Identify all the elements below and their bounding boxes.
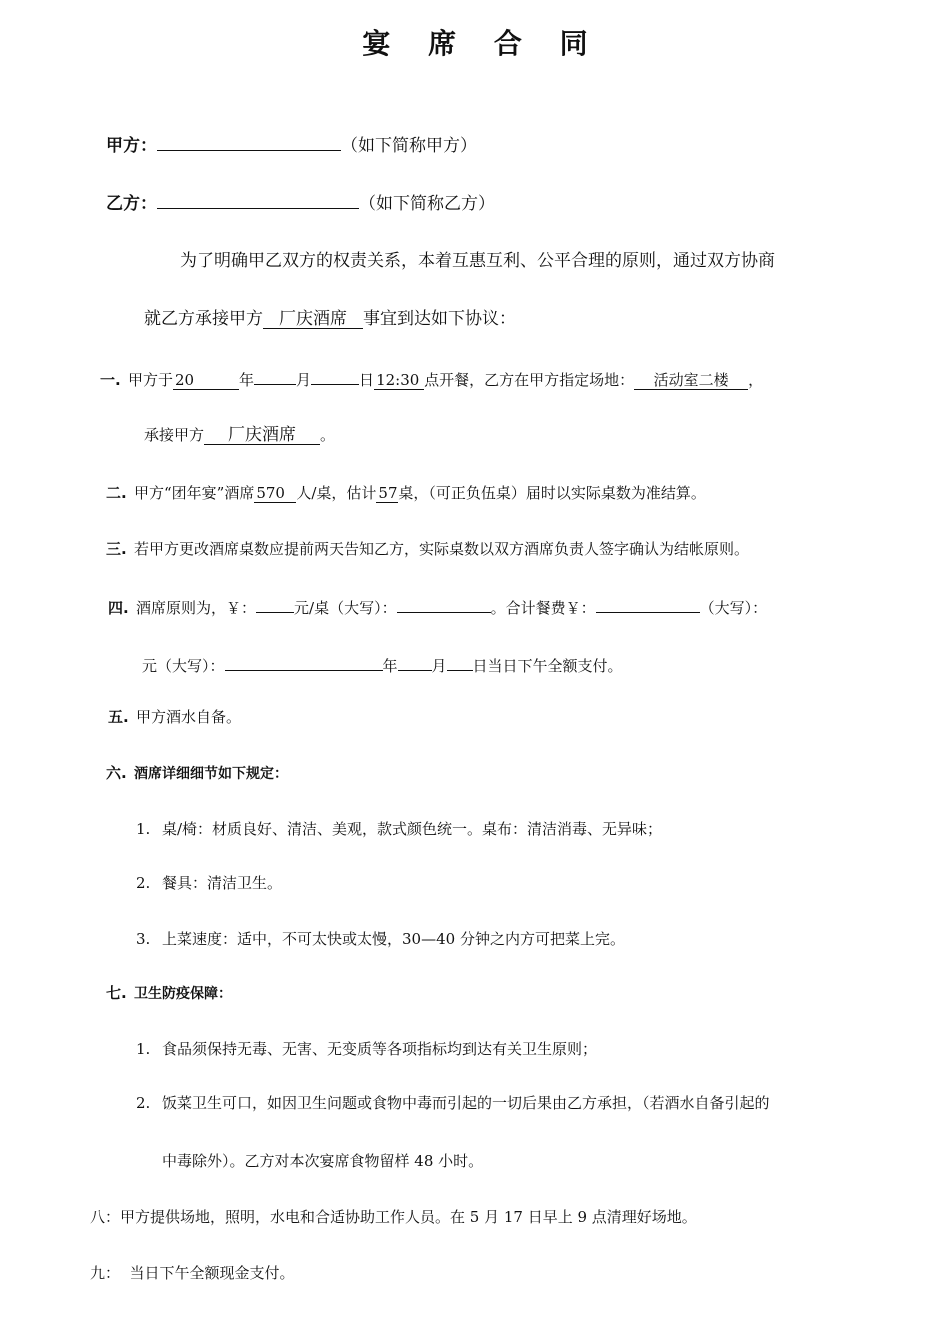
clause-2-people-fill: 570 <box>254 484 296 503</box>
clause-4-pay-month-fill <box>398 652 432 671</box>
clause-1-text-6: ， <box>748 371 764 389</box>
party-a-suffix: （如下简称甲方） <box>341 136 477 156</box>
clause-6-heading: 酒席详细细节如下规定： <box>134 766 288 782</box>
clause-8-line: 八：甲方提供场地，照明，水电和合适协助工作人员。在 5 月 17 日早上 9 点清理好场地。 <box>90 1208 697 1226</box>
preamble-line-1: 为了明确甲乙双方的权责关系，本着互惠互利、公平合理的原则，通过双方协商 <box>180 251 775 271</box>
clause-6-item-2-text: 餐具：清洁卫生。 <box>162 874 283 892</box>
preamble-event-fill: 厂庆酒席 <box>263 310 363 329</box>
clause-1-line-2 <box>144 424 335 446</box>
document-title: 宴 席 合 同 <box>362 27 602 60</box>
clause-2-tables-fill: 57 <box>378 484 398 502</box>
clause-4-pay-day-fill <box>447 652 473 671</box>
party-b-blank <box>157 190 359 209</box>
clause-1-text-3: 月 <box>296 371 312 389</box>
party-b-label: 乙方： <box>106 194 157 214</box>
clause-9-line: 九： 当日下午全额现金支付。 <box>90 1264 295 1282</box>
party-b-suffix: （如下简称乙方） <box>359 194 495 214</box>
clause-4-line-2 <box>142 652 623 677</box>
clause-2-text-3: 桌，（可正负伍桌）届时以实际桌数为准结算。 <box>398 484 706 502</box>
clause-6-item-2-number: 2. <box>136 874 151 892</box>
clause-6-number: 六. <box>106 764 127 782</box>
clause-7-item-1-number: 1. <box>136 1040 151 1058</box>
clause-2-text-1: 甲方“团年宴”酒席 <box>134 484 255 502</box>
clause-2-number: 二. <box>106 484 127 502</box>
clause-1-text-1: 甲方于 <box>128 371 174 389</box>
clause-7-item-1-text: 食品须保持无毒、无害、无变质等各项指标均到达有关卫生原则； <box>162 1040 598 1058</box>
clause-4-line-1 <box>108 594 767 619</box>
clause-1-text-4: 日 <box>359 371 375 389</box>
clause-1-time-fill: 12:30 <box>374 371 424 390</box>
clause-6-item-3-text: 上菜速度：适中，不可太快或太慢，30—40 分钟之内方可把菜上完。 <box>162 930 625 948</box>
clause-5-line <box>108 706 241 728</box>
clause-6-heading-line <box>106 762 288 785</box>
clause-1-day-fill <box>311 366 359 385</box>
clause-1-line-1 <box>100 366 763 391</box>
clause-7-item-2-number: 2. <box>136 1094 151 1112</box>
clause-7-number: 七. <box>106 984 127 1002</box>
clause-1-venue-fill: 活动室二楼 <box>634 371 748 390</box>
party-a-line <box>106 132 477 157</box>
clause-2-text-2: 人/桌，估计 <box>296 484 377 502</box>
clause-4-text-3: 。合计餐费￥： <box>490 599 596 617</box>
clause-2-line <box>106 482 706 504</box>
clause-3-number: 三. <box>106 540 127 558</box>
clause-4-total-fill <box>596 594 700 613</box>
clause-7-item-2-text: 饭菜卫生可口，如因卫生问题或食物中毒而引起的一切后果由乙方承担，（若酒水自备引起的 <box>162 1094 770 1112</box>
clause-5-number: 五. <box>108 708 129 726</box>
clause-6-item-1-number: 1. <box>136 820 151 838</box>
clause-7-heading: 卫生防疫保障： <box>134 986 232 1002</box>
preamble-post: 事宜到达如下协议： <box>363 309 516 329</box>
clause-7-heading-line <box>106 982 232 1005</box>
clause-1-text-2: 年 <box>239 371 255 389</box>
clause-1-line-2-pre: 承接甲方 <box>144 426 205 444</box>
clause-4-line-2-pre: 元（大写）： <box>142 657 225 675</box>
clause-4-text-2: 元/桌（大写）： <box>294 599 397 617</box>
clause-1-event-fill: 厂庆酒席 <box>204 426 320 445</box>
clause-7-item-2-continuation: 中毒除外）。乙方对本次宴席食物留样 48 小时。 <box>162 1152 484 1170</box>
clause-1-text-5: 点开餐，乙方在甲方指定场地： <box>424 371 635 389</box>
party-a-blank <box>157 132 341 151</box>
clause-4-text-1: 酒席原则为，￥： <box>136 599 257 617</box>
party-b-line <box>106 190 495 215</box>
clause-1-line-2-post: 。 <box>320 426 336 444</box>
clause-5-text: 甲方酒水自备。 <box>136 708 242 726</box>
clause-1-number: 一. <box>100 371 121 389</box>
clause-7-item-2 <box>136 1092 770 1114</box>
clause-4-number: 四. <box>108 599 129 617</box>
clause-1-year-fill: 20 <box>173 371 239 390</box>
clause-4-total-words-fill <box>225 652 383 671</box>
clause-4-text-4: （大写）： <box>699 599 768 617</box>
clause-1-month-fill <box>254 366 296 385</box>
clause-3-line <box>106 538 749 560</box>
clause-3-text: 若甲方更改酒席桌数应提前两天告知乙方，实际桌数以双方酒席负责人签字确认为结帐原则。 <box>134 540 750 558</box>
clause-4-text-6: 月 <box>431 657 447 675</box>
clause-4-price-words-fill <box>397 594 491 613</box>
clause-6-item-1 <box>136 818 662 840</box>
preamble-line-2 <box>144 308 516 330</box>
clause-4-text-5: 年 <box>382 657 398 675</box>
clause-4-price-fill <box>256 594 294 613</box>
clause-6-item-2 <box>136 872 282 894</box>
clause-6-item-3-number: 3. <box>136 930 151 948</box>
preamble-pre: 就乙方承接甲方 <box>144 309 263 329</box>
clause-6-item-3 <box>136 928 625 950</box>
clause-7-item-1 <box>136 1038 597 1060</box>
party-a-label: 甲方： <box>106 136 157 156</box>
clause-4-text-7: 日当日下午全额支付。 <box>472 657 623 675</box>
clause-6-item-1-text: 桌/椅：材质良好、清洁、美观，款式颜色统一。桌布：清洁消毒、无异味； <box>162 820 663 838</box>
